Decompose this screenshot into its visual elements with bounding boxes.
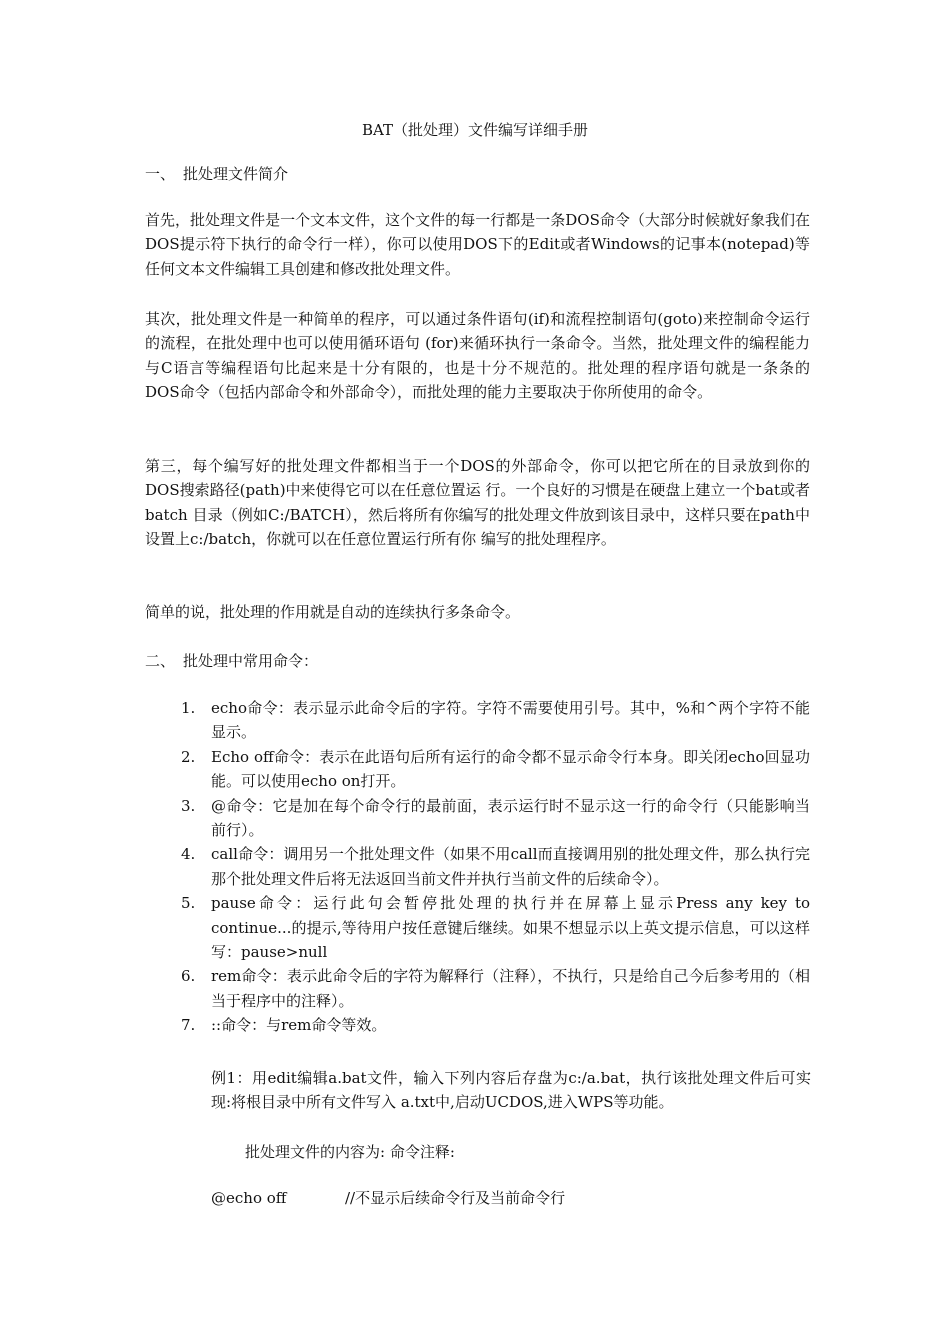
list-item bbox=[145, 1013, 810, 1037]
list-number: 7. bbox=[181, 1016, 196, 1035]
list-item bbox=[145, 842, 810, 891]
paragraph-third: 第三，每个编写好的批处理文件都相当于一个DOS的外部命令，你可以把它所在的目录放到你的DOS搜索路径(path)中来使得它可以在任意位置运 行。一个良好的习惯是在硬盘上建立一个bat或者batch 目录（例如C:/BATCH），然后将所有你编写的批处理文件放到该目录中，这样只要在path中设置上c:/batch，你就可以在任意位置运行所有你 编写的批处理程序。 bbox=[145, 457, 810, 549]
section-heading-commands bbox=[145, 649, 318, 673]
list-number: 1. bbox=[181, 699, 196, 717]
list-text: ::命令：与rem命令等效。 bbox=[211, 1016, 387, 1035]
list-text: rem命令：表示此命令后的字符为解释行（注释），不执行，只是给自己今后参考用的（相当于程序中的注释）。 bbox=[211, 967, 810, 1010]
list-item bbox=[145, 891, 810, 964]
paragraph-second: 其次，批处理文件是一种简单的程序，可以通过条件语句(if)和流程控制语句(goto)来控制命令运行的流程，在批处理中也可以使用循环语句 (for)来循环执行一条命令。当然，批处理文件的编程能力与C语言等编程语句比起来是十分有限的，也是十分不规范的。批处理的程序语句就是一条条的 DOS命令（包括内部命令和外部命令），而批处理的能力主要取决于你所使用的命令。 bbox=[145, 310, 810, 402]
section-number: 二、 bbox=[145, 652, 176, 670]
section-heading-intro bbox=[145, 162, 288, 186]
document-title: BAT（批处理）文件编写详细手册 bbox=[361, 121, 589, 139]
list-number: 6. bbox=[181, 967, 196, 986]
list-number: 4. bbox=[181, 845, 196, 864]
section-title: 批处理文件简介 bbox=[183, 165, 289, 183]
list-text: call命令：调用另一个批处理文件（如果不用call而直接调用别的批处理文件，那么执行完那个批处理文件后将无法返回当前文件并执行当前文件的后续命令）。 bbox=[211, 845, 810, 888]
content-label: 批处理文件的内容为: 命令注释: bbox=[245, 1143, 455, 1161]
list-number: 2. bbox=[181, 747, 196, 766]
paragraph-summary: 简单的说，批处理的作用就是自动的连续执行多条命令。 bbox=[145, 603, 521, 621]
list-number: 3. bbox=[181, 796, 196, 815]
list-item bbox=[145, 964, 810, 1013]
code-comment: //不显示后续命令行及当前命令行 bbox=[345, 1189, 566, 1207]
paragraph-first: 首先，批处理文件是一个文本文件，这个文件的每一行都是一条DOS命令（大部分时候就好象我们在DOS提示符下执行的命令行一样），你可以使用DOS下的Edit或者Windows的记事本(notepad)等任何文本文件编辑工具创建和修改批处理文件。 bbox=[145, 211, 810, 278]
list-item bbox=[145, 696, 810, 745]
code-command: @echo off bbox=[211, 1189, 287, 1207]
example-paragraph: 例1：用edit编辑a.bat文件，输入下列内容后存盘为c:/a.bat，执行该批处理文件后可实现:将根目录中所有文件写入 a.txt中,启动UCDOS,进入WPS等功能。 bbox=[211, 1069, 811, 1112]
list-text: echo命令：表示显示此命令后的字符。字符不需要使用引号。其中，%和^两个字符不能显示。 bbox=[211, 699, 810, 742]
list-item bbox=[145, 794, 810, 843]
list-item bbox=[145, 745, 810, 794]
section-title: 批处理中常用命令： bbox=[183, 652, 319, 670]
list-text: pause命令：运行此句会暂停批处理的执行并在屏幕上显示Press any key to continue...的提示,等待用户按任意键后继续。如果不想显示以上英文提示信息，可以这样写：pause>null bbox=[211, 894, 810, 962]
list-text: Echo off命令：表示在此语句后所有运行的命令都不显示命令行本身。即关闭echo回显功能。可以使用echo on打开。 bbox=[211, 747, 810, 791]
command-list bbox=[145, 696, 810, 1038]
code-line bbox=[211, 1186, 565, 1210]
list-text: @命令：它是加在每个命令行的最前面，表示运行时不显示这一行的命令行（只能影响当前行）。 bbox=[211, 796, 810, 840]
section-number: 一、 bbox=[145, 165, 176, 183]
list-number: 5. bbox=[181, 894, 196, 913]
